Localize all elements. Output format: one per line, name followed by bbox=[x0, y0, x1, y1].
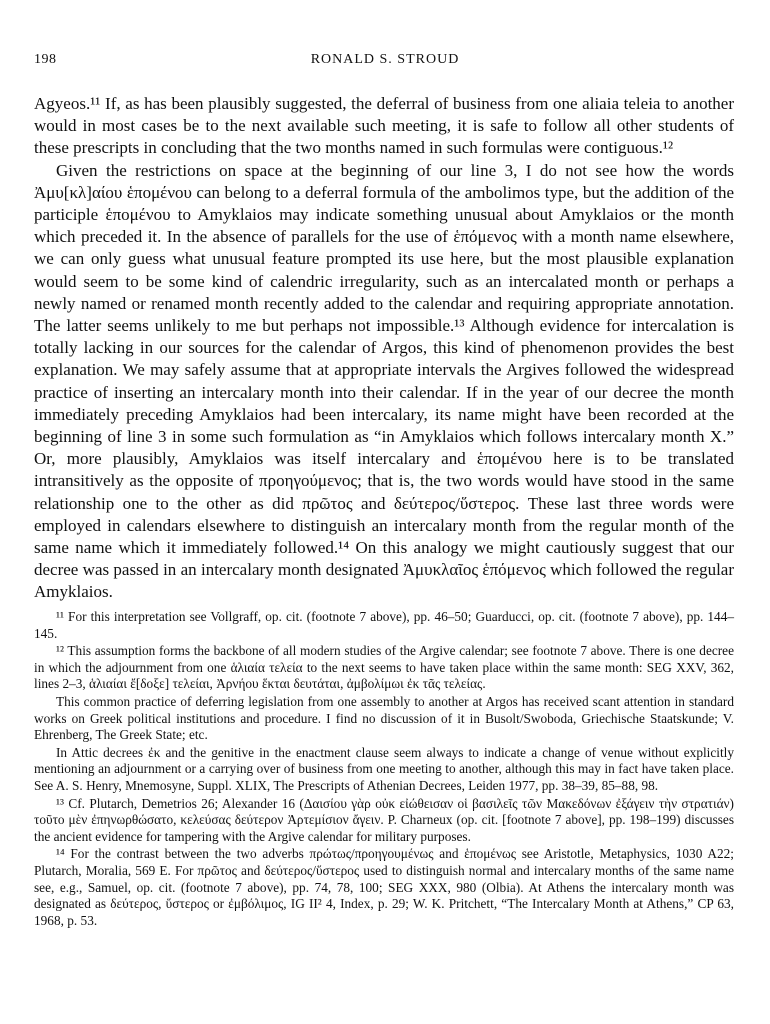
footnote-11: ¹¹ For this interpretation see Vollgraff, op. cit. (footnote 7 above), pp. 46–50; Guarducci, op. cit. (footnote 7 above), pp. 144–145. bbox=[34, 609, 734, 641]
page-number: 198 bbox=[34, 52, 57, 67]
paragraph-1: Agyeos.¹¹ If, as has been plausibly suggested, the deferral of business from one aliaia teleia to another would in most cases be to the next available such meeting, it is safe to follow all other students of these prescripts in concluding that the two months named in such formulas were contiguous.¹² bbox=[34, 94, 734, 158]
footnote-13: ¹³ Cf. Plutarch, Demetrios 26; Alexander 16 (Δαισίου γὰρ οὐκ εἰώθεισαν οἱ βασιλεῖς τῶν Μακεδόνων ἐξάγειν τὴν στρατιάν) τοῦτο μὲν ἐπηνωρθώσατο, κελεύσας δεύτερον Ἀρτεμίσιον ἄγειν. P. Charneux (op. cit. [footnote 7 above], pp. 198–199) discusses the ancient evidence for tampering with the Argive calendar for military purposes. bbox=[34, 795, 734, 844]
running-header bbox=[34, 52, 736, 76]
footnotes bbox=[34, 609, 734, 930]
paragraph-2: Given the restrictions on space at the beginning of our line 3, I do not see how the words Ἀμυ[κλ]αίου ἑπομένου can belong to a deferral formula of the ambolimos type, but the addition of the participle ἑπομένου to Amyklaios may indicate something unusual about Amyklaios or the month which preceded it. In the absence of parallels for the use of ἑπόμενος with a month name elsewhere, we can only guess what unusual feature prompted its use here, but the most plausible explanation would seem to be some kind of calendric irregularity, such as an intercalated month or perhaps a newly named or renamed month recently added to the calendar and requiring appropriate annotation. The latter seems unlikely to me but perhaps not impossible.¹³ Although evidence for intercalation is totally lacking in our sources for the calendar of Argos, this kind of phenomenon provides the best explanation. We may safely assume that at appropriate intervals the Argives followed the widespread practice of inserting an intercalary month into their calendar. If in the year of our decree the month immediately preceding Amyklaios had been intercalary, its name might have been recorded at the beginning of line 3 in some such formulation as “in Amyklaios which follows intercalary month X.” Or, more plausibly, Amyklaios was itself intercalary and ἑπομένου here is to be translated intransitively as the opposite of προηγούμενος; that is, the two words would have stood in the same relationship one to the other as did πρῶτος and δεύτερος/ὕστερος. These last three words were employed in calendars elsewhere to distinguish an intercalary month from the regular month of the same name which it immediately followed.¹⁴ On this analogy we might cautiously suggest that our decree was passed in an intercalary month designated Ἀμυκλαῖος ἑπόμενος which followed the regular Amyklaios. bbox=[34, 160, 734, 602]
footnote-12-continued-a: This common practice of deferring legislation from one assembly to another at Argos has received scant attention in standard works on Greek political institutions and procedure. I find no discussion of it in Busolt/Swoboda, Griechische Staatskunde; V. Ehrenberg, The Greek State; etc. bbox=[34, 693, 734, 743]
footnote-12-continued-b: In Attic decrees ἐκ and the genitive in the enactment clause seem always to indicate a change of venue without explicitly mentioning an adjournment or a carrying over of business from one meeting to another, although this may in fact have taken place. See A. S. Henry, Mnemosyne, Suppl. XLIX, The Prescripts of Athenian Decrees, Leiden 1977, pp. 38–39, 85–88, 98. bbox=[34, 744, 734, 793]
footnote-14: ¹⁴ For the contrast between the two adverbs πρώτως/προηγουμένως and ἑπομένως see Aristotle, Metaphysics, 1030 A22; Plutarch, Moralia, 569 E. For πρῶτος and δεύτερος/ὕστερος used to distinguish normal and intercalary months of the same name see, e.g., Samuel, op. cit. (footnote 7 above), pp. 74, 78, 100; SEG XXX, 980 (Olbia). At Athens the intercalary month was designated as δεύτερος, ὕστερος or ἐμβόλιμος, IG II² 4, Index, p. 29; W. K. Pritchett, “The Intercalary Month at Athens,” CP 63, 1968, p. 53. bbox=[34, 846, 734, 928]
running-title: RONALD S. STROUD bbox=[310, 52, 460, 67]
main-text bbox=[34, 93, 734, 604]
footnote-12: ¹² This assumption forms the backbone of all modern studies of the Argive calendar; see footnote 7 above. There is one decree in which the adjournment from one ἁλιαία τελεία to the next seems to have taken place within the same month: SEG XXV, 362, lines 2–3, ἁλιαίαι ἔ[δοξε] τελείαι, Ἀρνήου ἕκται δευτάται, ἀμβολίμωι ἐκ τᾶς τελείας. bbox=[34, 643, 734, 692]
